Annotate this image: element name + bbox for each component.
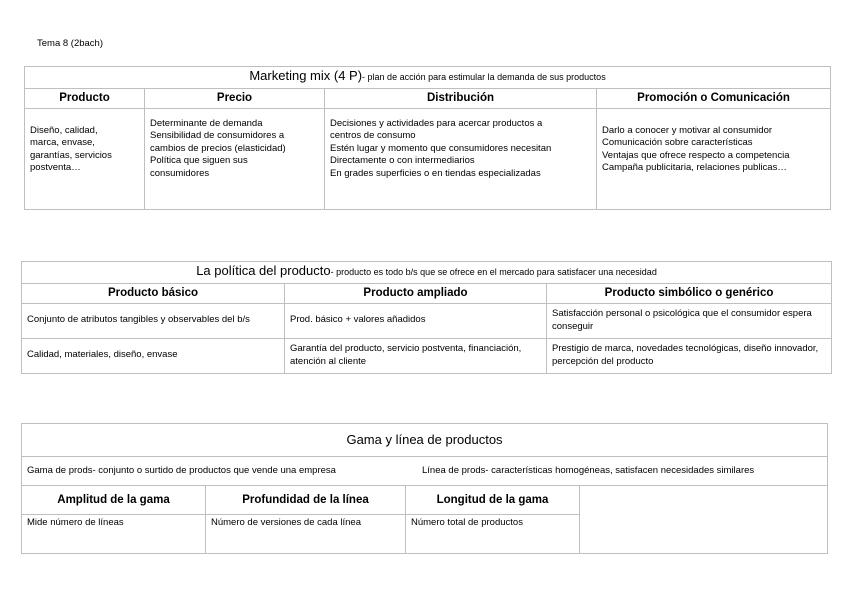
cell-line: Darlo a conocer y motivar al consumidor (602, 124, 773, 136)
header-producto-basico: Producto básico (22, 283, 285, 303)
linea-definition: Línea de prods- características homogéneas, satisfacen necesidades similares (422, 464, 755, 476)
cell-line: cambios de precios (elasticidad) (150, 142, 286, 154)
cell-line: Campaña publicitaria, relaciones publicas… (602, 162, 787, 173)
product-policy-title (22, 262, 832, 284)
cell-longitud: Número total de productos (406, 515, 580, 554)
marketing-mix-title-main: Marketing mix (4 P) (249, 68, 363, 83)
product-policy-table (21, 261, 832, 374)
cell-line: En grades superficies o en tiendas especializadas (330, 167, 541, 179)
cell-ampliado-2: Garantía del producto, servicio postventa, financiación, atención al cliente (285, 338, 547, 373)
cell-line: Ventajas que ofrece respecto a competencia (602, 149, 790, 161)
header-profundidad: Profundidad de la línea (206, 486, 406, 515)
header-precio: Precio (145, 88, 325, 108)
product-policy-title-sub: - producto es todo b/s que se ofrece en el mercado para satisfacer una necesidad (330, 267, 657, 277)
cell-line: Política que siguen sus (150, 155, 248, 166)
product-range-table (21, 423, 828, 554)
cell-line: Directamente o con intermediarios (330, 155, 475, 166)
marketing-mix-table (24, 66, 831, 210)
header-producto-ampliado: Producto ampliado (285, 283, 547, 303)
cell-simbolico-2: Prestigio de marca, novedades tecnológicas, diseño innovador, percepción del producto (547, 338, 832, 373)
cell-line: Comunicación sobre características (602, 137, 753, 148)
cell-simbolico-1: Satisfacción personal o psicológica que el consumidor espera conseguir (547, 303, 832, 338)
cell-line: Decisiones y actividades para acercar productos a (330, 117, 543, 129)
product-range-info (22, 457, 828, 486)
cell-precio (145, 108, 325, 209)
cell-basico-1: Conjunto de atributos tangibles y observables del b/s (22, 303, 285, 338)
empty-cell (580, 486, 828, 554)
marketing-mix-title (25, 67, 831, 89)
product-range-title: Gama y línea de productos (22, 424, 828, 457)
cell-line: Sensibilidad de consumidores a (150, 130, 285, 141)
cell-line: Diseño, calidad, (30, 124, 98, 136)
header-longitud: Longitud de la gama (406, 486, 580, 515)
product-policy-title-main: La política del producto (196, 263, 331, 278)
header-producto: Producto (25, 88, 145, 108)
cell-amplitud: Mide número de líneas (22, 515, 206, 554)
header-distribucion: Distribución (325, 88, 597, 108)
cell-line: postventa… (30, 162, 81, 173)
cell-producto (25, 108, 145, 209)
document-label: Tema 8 (2bach) (37, 38, 104, 49)
cell-profundidad: Número de versiones de cada línea (206, 515, 406, 554)
cell-line: garantías, servicios (30, 149, 112, 161)
cell-distribucion (325, 108, 597, 209)
marketing-mix-title-sub: - plan de acción para estimular la demanda de sus productos (362, 72, 606, 82)
cell-line: Estén lugar y momento que consumidores necesitan (330, 142, 552, 154)
cell-line: consumidores (150, 167, 210, 179)
cell-line: Determinante de demanda (150, 117, 263, 129)
cell-ampliado-1: Prod. básico + valores añadidos (285, 303, 547, 338)
gama-definition: Gama de prods- conjunto o surtido de productos que vende una empresa (27, 464, 336, 476)
cell-line: marca, envase, (30, 137, 95, 148)
header-promocion: Promoción o Comunicación (597, 88, 831, 108)
cell-line: centros de consumo (330, 130, 416, 141)
header-amplitud: Amplitud de la gama (22, 486, 206, 515)
header-producto-simbolico: Producto simbólico o genérico (547, 283, 832, 303)
cell-basico-2: Calidad, materiales, diseño, envase (22, 338, 285, 373)
cell-promocion (597, 108, 831, 209)
